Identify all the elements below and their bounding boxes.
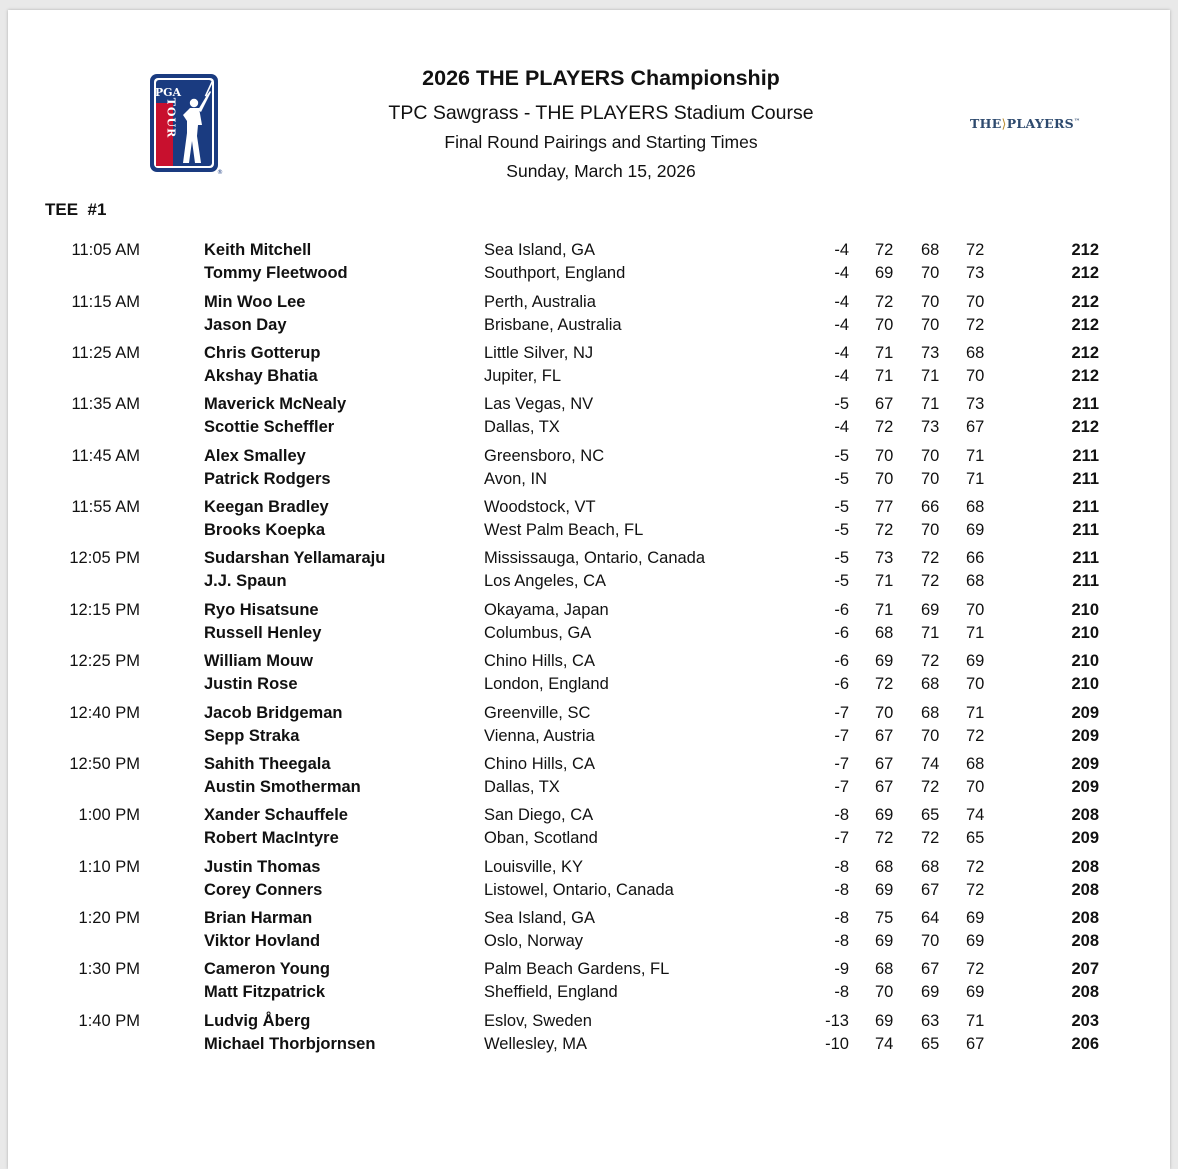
round-2-score: 72: [921, 652, 940, 670]
round-1-score: 70: [875, 447, 894, 465]
player-name: Cameron Young: [204, 960, 330, 978]
round-1-score: 72: [875, 241, 894, 259]
tee-time: 11:45 AM: [71, 447, 140, 465]
player-name: Ludvig Åberg: [204, 1012, 311, 1030]
tee-time: 12:50 PM: [69, 755, 140, 773]
round-2-score: 67: [921, 960, 940, 978]
round-1-score: 70: [875, 470, 894, 488]
player-hometown: Los Angeles, CA: [484, 572, 606, 590]
pairing-row: [0, 960, 1178, 982]
player-name: Scottie Scheffler: [204, 418, 335, 436]
round-1-score: 74: [875, 1035, 894, 1053]
the-players-logo-right: PLAYERS: [1006, 116, 1074, 131]
total-score: 209: [1071, 727, 1099, 745]
pairing-row: [0, 881, 1178, 903]
tee-time: 1:30 PM: [78, 960, 140, 978]
pairing-row: [0, 418, 1178, 440]
tee-time: 1:40 PM: [78, 1012, 140, 1030]
pairing-row: [0, 983, 1178, 1005]
tee-time: 1:20 PM: [78, 909, 140, 927]
total-score: 209: [1071, 778, 1099, 796]
page-title: 2026 THE PLAYERS Championship: [422, 66, 780, 90]
pairing-row: [0, 344, 1178, 366]
score-to-par: -5: [834, 447, 849, 465]
round-1-score: 72: [875, 418, 894, 436]
round-3-score: 69: [966, 909, 985, 927]
total-score: 212: [1071, 418, 1099, 436]
round-1-score: 70: [875, 704, 894, 722]
pairing-row: [0, 572, 1178, 594]
total-score: 208: [1071, 932, 1099, 950]
pairing-row: [0, 316, 1178, 338]
round-2-score: 64: [921, 909, 940, 927]
round-3-score: 70: [966, 778, 985, 796]
tee-time: 11:15 AM: [71, 293, 140, 311]
player-hometown: Brisbane, Australia: [484, 316, 622, 334]
player-name: Justin Thomas: [204, 858, 321, 876]
pairing-row: [0, 293, 1178, 315]
round-1-score: 69: [875, 1012, 894, 1030]
round-2-score: 70: [921, 293, 940, 311]
player-name: Michael Thorbjornsen: [204, 1035, 376, 1053]
pairing-row: [0, 704, 1178, 726]
total-score: 211: [1072, 395, 1099, 413]
score-to-par: -4: [834, 241, 849, 259]
score-to-par: -7: [834, 727, 849, 745]
player-name: William Mouw: [204, 652, 313, 670]
course-name: TPC Sawgrass - THE PLAYERS Stadium Course: [388, 102, 814, 124]
pairing-row: [0, 652, 1178, 674]
player-hometown: Chino Hills, CA: [484, 755, 595, 773]
score-to-par: -6: [834, 675, 849, 693]
total-score: 208: [1071, 806, 1099, 824]
player-name: Sahith Theegala: [204, 755, 331, 773]
round-2-score: 72: [921, 549, 940, 567]
player-hometown: Mississauga, Ontario, Canada: [484, 549, 706, 567]
player-hometown: Avon, IN: [484, 470, 547, 488]
player-hometown: Oslo, Norway: [484, 932, 584, 950]
round-2-score: 70: [921, 727, 940, 745]
player-hometown: Okayama, Japan: [484, 601, 609, 619]
total-score: 211: [1072, 549, 1099, 567]
round-1-score: 71: [875, 367, 894, 385]
score-to-par: -4: [834, 293, 849, 311]
score-to-par: -5: [834, 572, 849, 590]
pairing-row: [0, 264, 1178, 286]
round-1-score: 69: [875, 932, 894, 950]
round-3-score: 67: [966, 1035, 985, 1053]
player-name: Xander Schauffele: [204, 806, 348, 824]
pairing-row: [0, 470, 1178, 492]
player-hometown: Listowel, Ontario, Canada: [484, 881, 674, 899]
round-2-score: 70: [921, 932, 940, 950]
player-name: Keegan Bradley: [204, 498, 329, 516]
pairing-row: [0, 498, 1178, 520]
round-3-score: 68: [966, 572, 985, 590]
player-name: Jason Day: [204, 316, 287, 334]
round-3-score: 67: [966, 418, 985, 436]
total-score: 208: [1071, 983, 1099, 1001]
score-to-par: -4: [834, 316, 849, 334]
round-1-score: 69: [875, 652, 894, 670]
total-score: 212: [1071, 316, 1099, 334]
round-1-score: 68: [875, 858, 894, 876]
total-score: 208: [1071, 858, 1099, 876]
pairing-row: [0, 521, 1178, 543]
round-1-score: 73: [875, 549, 894, 567]
pairing-row: [0, 829, 1178, 851]
round-3-score: 66: [966, 549, 985, 567]
player-name: Maverick McNealy: [204, 395, 347, 413]
pairing-row: [0, 858, 1178, 880]
round-3-score: 69: [966, 983, 985, 1001]
round-3-score: 74: [966, 806, 985, 824]
round-3-score: 70: [966, 367, 985, 385]
tee-time: 12:25 PM: [69, 652, 140, 670]
player-hometown: Palm Beach Gardens, FL: [484, 960, 670, 978]
player-name: Akshay Bhatia: [204, 367, 318, 385]
total-score: 211: [1072, 572, 1099, 590]
total-score: 212: [1071, 367, 1099, 385]
pairing-row: [0, 727, 1178, 749]
pairing-row: [0, 778, 1178, 800]
round-1-score: 70: [875, 983, 894, 1001]
round-3-score: 72: [966, 881, 985, 899]
round-2-score: 66: [921, 498, 940, 516]
total-score: 208: [1071, 881, 1099, 899]
round-1-score: 67: [875, 727, 894, 745]
round-3-score: 72: [966, 858, 985, 876]
player-name: Sepp Straka: [204, 727, 300, 745]
round-2-score: 68: [921, 858, 940, 876]
round-2-score: 70: [921, 264, 940, 282]
pairing-row: [0, 932, 1178, 954]
round-2-score: 70: [921, 470, 940, 488]
round-3-score: 70: [966, 293, 985, 311]
trademark-mark: ™: [1073, 117, 1081, 125]
pairing-row: [0, 367, 1178, 389]
score-to-par: -8: [834, 983, 849, 1001]
pairing-row: [0, 549, 1178, 571]
round-3-score: 72: [966, 727, 985, 745]
total-score: 212: [1071, 264, 1099, 282]
player-hometown: Greenville, SC: [484, 704, 591, 722]
player-hometown: Columbus, GA: [484, 624, 592, 642]
round-2-score: 70: [921, 521, 940, 539]
round-2-score: 70: [921, 447, 940, 465]
score-to-par: -10: [825, 1035, 849, 1053]
round-1-score: 68: [875, 624, 894, 642]
round-3-score: 68: [966, 755, 985, 773]
player-hometown: San Diego, CA: [484, 806, 594, 824]
total-score: 212: [1071, 293, 1099, 311]
tee-time: 11:35 AM: [71, 395, 140, 413]
player-name: Jacob Bridgeman: [204, 704, 343, 722]
score-to-par: -7: [834, 704, 849, 722]
score-to-par: -6: [834, 601, 849, 619]
total-score: 211: [1072, 470, 1099, 488]
tee-time: 1:00 PM: [78, 806, 140, 824]
round-2-score: 72: [921, 572, 940, 590]
total-score: 212: [1071, 241, 1099, 259]
total-score: 203: [1071, 1012, 1099, 1030]
round-3-score: 65: [966, 829, 985, 847]
round-1-score: 72: [875, 829, 894, 847]
round-2-score: 71: [921, 395, 940, 413]
score-to-par: -6: [834, 624, 849, 642]
total-score: 212: [1071, 344, 1099, 362]
player-name: J.J. Spaun: [204, 572, 287, 590]
score-to-par: -5: [834, 470, 849, 488]
round-2-score: 73: [921, 344, 940, 362]
player-hometown: Oban, Scotland: [484, 829, 598, 847]
round-1-score: 72: [875, 521, 894, 539]
player-name: Keith Mitchell: [204, 241, 312, 259]
player-hometown: Little Silver, NJ: [484, 344, 594, 362]
round-3-score: 70: [966, 601, 985, 619]
score-to-par: -4: [834, 264, 849, 282]
registered-mark: ®: [217, 169, 223, 175]
the-players-logo-left: THE: [970, 116, 1002, 131]
score-to-par: -8: [834, 806, 849, 824]
round-2-score: 71: [921, 624, 940, 642]
pga-logo-text: PGA: [154, 86, 182, 99]
pairing-row: [0, 395, 1178, 417]
round-3-score: 71: [966, 470, 985, 488]
round-1-score: 71: [875, 601, 894, 619]
total-score: 210: [1071, 624, 1099, 642]
player-name: Brooks Koepka: [204, 521, 326, 539]
round-3-score: 71: [966, 624, 985, 642]
round-3-score: 69: [966, 932, 985, 950]
player-name: Viktor Hovland: [204, 932, 321, 950]
tee-time: 1:10 PM: [78, 858, 140, 876]
player-name: Alex Smalley: [204, 447, 306, 465]
total-score: 209: [1071, 829, 1099, 847]
player-hometown: Greensboro, NC: [484, 447, 605, 465]
round-1-score: 67: [875, 395, 894, 413]
player-hometown: Woodstock, VT: [484, 498, 596, 516]
round-2-score: 71: [921, 367, 940, 385]
round-3-score: 72: [966, 241, 985, 259]
tour-logo-text: TOUR: [164, 97, 178, 139]
pairing-row: [0, 675, 1178, 697]
player-name: Min Woo Lee: [204, 293, 306, 311]
player-name: Brian Harman: [204, 909, 313, 927]
total-score: 211: [1072, 447, 1099, 465]
player-name: Justin Rose: [204, 675, 298, 693]
tee-time: 12:05 PM: [69, 549, 140, 567]
round-3-score: 68: [966, 498, 985, 516]
round-2-score: 65: [921, 806, 940, 824]
total-score: 210: [1071, 601, 1099, 619]
round-3-score: 71: [966, 447, 985, 465]
round-1-score: 71: [875, 344, 894, 362]
round-3-score: 71: [966, 704, 985, 722]
tee-time: 11:25 AM: [71, 344, 140, 362]
player-hometown: Chino Hills, CA: [484, 652, 595, 670]
player-name: Sudarshan Yellamaraju: [204, 549, 386, 567]
round-3-score: 72: [966, 960, 985, 978]
round-2-score: 68: [921, 704, 940, 722]
round-2-score: 74: [921, 755, 940, 773]
round-3-score: 69: [966, 521, 985, 539]
score-to-par: -8: [834, 909, 849, 927]
score-to-par: -4: [834, 418, 849, 436]
total-score: 208: [1071, 909, 1099, 927]
total-score: 209: [1071, 704, 1099, 722]
total-score: 206: [1071, 1035, 1099, 1053]
player-name: Patrick Rodgers: [204, 470, 331, 488]
player-hometown: Vienna, Austria: [484, 727, 595, 745]
player-hometown: Louisville, KY: [484, 858, 584, 876]
score-to-par: -5: [834, 498, 849, 516]
player-hometown: Sea Island, GA: [484, 909, 595, 927]
tee-label: TEE #1: [45, 200, 107, 219]
player-hometown: Dallas, TX: [484, 418, 560, 436]
score-to-par: -5: [834, 395, 849, 413]
round-3-score: 72: [966, 316, 985, 334]
pairing-row: [0, 624, 1178, 646]
round-3-score: 70: [966, 675, 985, 693]
player-hometown: Perth, Australia: [484, 293, 596, 311]
player-hometown: Sea Island, GA: [484, 241, 595, 259]
round-1-score: 77: [875, 498, 894, 516]
flag-icon: ⟩: [1001, 116, 1007, 131]
round-1-score: 69: [875, 806, 894, 824]
round-1-score: 71: [875, 572, 894, 590]
score-to-par: -4: [834, 367, 849, 385]
round-1-score: 72: [875, 675, 894, 693]
round-1-score: 75: [875, 909, 894, 927]
score-to-par: -9: [834, 960, 849, 978]
total-score: 210: [1071, 652, 1099, 670]
page-subtitle: Final Round Pairings and Starting Times: [444, 132, 758, 152]
round-date: Sunday, March 15, 2026: [506, 161, 696, 181]
total-score: 211: [1072, 498, 1099, 516]
score-to-par: -7: [834, 755, 849, 773]
score-to-par: -8: [834, 858, 849, 876]
tee-time: 12:40 PM: [69, 704, 140, 722]
score-to-par: -5: [834, 521, 849, 539]
score-to-par: -13: [825, 1012, 849, 1030]
tee-time: 11:05 AM: [71, 241, 140, 259]
player-name: Corey Conners: [204, 881, 323, 899]
player-name: Chris Gotterup: [204, 344, 321, 362]
round-2-score: 72: [921, 778, 940, 796]
round-1-score: 67: [875, 755, 894, 773]
score-to-par: -8: [834, 881, 849, 899]
total-score: 209: [1071, 755, 1099, 773]
round-2-score: 65: [921, 1035, 940, 1053]
total-score: 207: [1071, 960, 1099, 978]
round-2-score: 69: [921, 601, 940, 619]
score-to-par: -7: [834, 778, 849, 796]
pairing-row: [0, 755, 1178, 777]
round-1-score: 69: [875, 264, 894, 282]
round-3-score: 71: [966, 1012, 985, 1030]
score-to-par: -5: [834, 549, 849, 567]
round-3-score: 73: [966, 264, 985, 282]
player-hometown: Jupiter, FL: [484, 367, 562, 385]
player-hometown: Dallas, TX: [484, 778, 560, 796]
total-score: 210: [1071, 675, 1099, 693]
round-2-score: 68: [921, 675, 940, 693]
player-name: Austin Smotherman: [204, 778, 361, 796]
round-1-score: 67: [875, 778, 894, 796]
round-3-score: 69: [966, 652, 985, 670]
score-to-par: -6: [834, 652, 849, 670]
round-1-score: 68: [875, 960, 894, 978]
player-name: Robert MacIntyre: [204, 829, 339, 847]
pga-tour-logo: [149, 73, 223, 175]
player-name: Russell Henley: [204, 624, 322, 642]
round-2-score: 67: [921, 881, 940, 899]
player-hometown: Las Vegas, NV: [484, 395, 594, 413]
pairing-row: [0, 447, 1178, 469]
player-name: Tommy Fleetwood: [204, 264, 348, 282]
tee-time: 11:55 AM: [71, 498, 140, 516]
player-hometown: Eslov, Sweden: [484, 1012, 592, 1030]
round-2-score: 70: [921, 316, 940, 334]
pairing-row: [0, 601, 1178, 623]
player-hometown: London, England: [484, 675, 609, 693]
total-score: 211: [1072, 521, 1099, 539]
round-3-score: 68: [966, 344, 985, 362]
pairing-row: [0, 1012, 1178, 1034]
score-to-par: -4: [834, 344, 849, 362]
the-players-logo: [970, 116, 1080, 131]
pairing-row: [0, 909, 1178, 931]
round-2-score: 63: [921, 1012, 940, 1030]
score-to-par: -8: [834, 932, 849, 950]
round-1-score: 70: [875, 316, 894, 334]
round-2-score: 73: [921, 418, 940, 436]
round-3-score: 73: [966, 395, 985, 413]
pairing-row: [0, 1035, 1178, 1057]
round-2-score: 68: [921, 241, 940, 259]
player-name: Matt Fitzpatrick: [204, 983, 326, 1001]
player-hometown: Sheffield, England: [484, 983, 618, 1001]
round-1-score: 72: [875, 293, 894, 311]
round-1-score: 69: [875, 881, 894, 899]
player-hometown: West Palm Beach, FL: [484, 521, 644, 539]
player-hometown: Southport, England: [484, 264, 626, 282]
score-to-par: -7: [834, 829, 849, 847]
round-2-score: 69: [921, 983, 940, 1001]
tee-time: 12:15 PM: [69, 601, 140, 619]
round-2-score: 72: [921, 829, 940, 847]
pairing-row: [0, 241, 1178, 263]
player-hometown: Wellesley, MA: [484, 1035, 587, 1053]
player-name: Ryo Hisatsune: [204, 601, 319, 619]
pairing-row: [0, 806, 1178, 828]
